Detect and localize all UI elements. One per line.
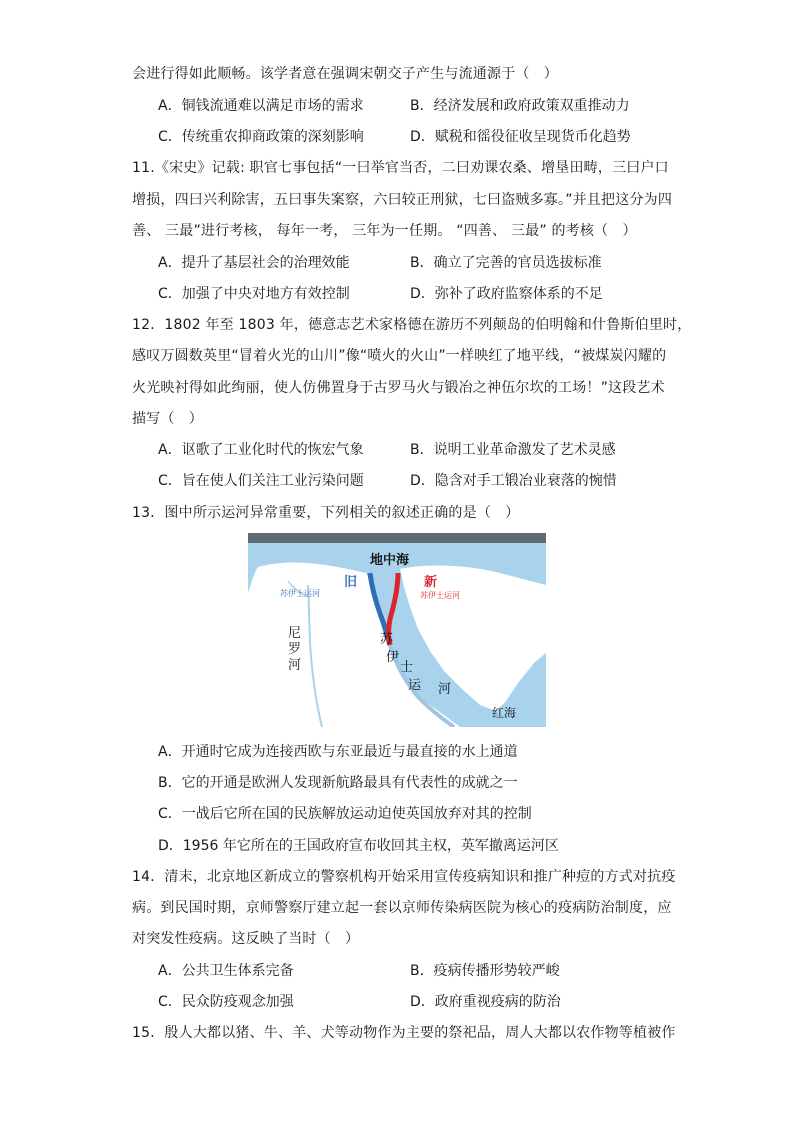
q12-option-c: C．旨在使人们关注工业污染问题 [158, 473, 364, 489]
label-nile-2: 罗 [288, 642, 302, 657]
q11-stem-line: 11.《宋史》记载: 职官七事包括“一曰举官当否，二曰劝课农桑、增垦田畴，三曰户口 [132, 160, 669, 176]
q12-option-d: D．隐含对手工锻冶业衰落的惋惜 [410, 473, 617, 489]
q11-option-d: D．弥补了政府监察体系的不足 [410, 286, 603, 302]
q14-option-d: D．政府重视疫病的防治 [410, 994, 561, 1010]
label-old-canal: 苏伊士运河 [280, 589, 320, 598]
q10-option-a: A．铜钱流通难以满足市场的需求 [158, 98, 364, 114]
q10-option-d: D．赋税和徭役征收呈现货币化趋势 [410, 129, 631, 145]
q12-stem-line: 描写（ ） [132, 411, 203, 427]
q14-option-b: B．疫病传播形势较严峻 [410, 963, 560, 979]
q11-option-c: C．加强了中央对地方有效控制 [158, 286, 350, 302]
label-canal-1: 苏 [380, 632, 394, 647]
q14-option-a: A．公共卫生体系完备 [158, 963, 294, 979]
label-new: 新 [424, 575, 438, 590]
q11-stem-line: 增损，四曰兴利除害，五曰事失案察，六曰较正刑狱，七曰盗贼多寡。”并且把这分为四 [132, 192, 673, 208]
q12-option-a: A．讴歌了工业化时代的恢宏气象 [158, 442, 364, 458]
label-canal-2: 伊 [386, 650, 400, 665]
label-new-canal: 苏伊士运河 [420, 591, 460, 600]
q12-stem-line: 12．1802 年至 1803 年，德意志艺术家格德在游历不列颠岛的伯明翰和什鲁斯伯里时， [132, 317, 692, 333]
map-top-frame [248, 533, 546, 543]
q10-option-c: C．传统重农抑商政策的深刻影响 [158, 129, 364, 145]
q13-option-d: D．1956 年它所在的王国政府宣布收回其主权，英军撤离运河区 [158, 838, 559, 854]
label-nile-1: 尼 [288, 626, 302, 641]
q11-option-b: B．确立了完善的官员选拔标准 [410, 255, 602, 271]
label-nile-3: 河 [288, 658, 302, 673]
suez-canal-map [248, 533, 546, 727]
q12-stem-line: 火光映衬得如此绚丽，使人仿佛置身于古罗马火与锻冶之神伍尔坎的工场！”这段艺术 [132, 380, 665, 396]
q11-stem-line: 善、 三最”进行考核， 每年一考， 三年为一任期。 “四善、 三最” 的考核（ ） [132, 223, 637, 239]
q13-option-b: B．它的开通是欧洲人发现新航路最具有代表性的成就之一 [158, 775, 518, 791]
label-old: 旧 [344, 575, 358, 590]
q11-option-a: A．提升了基层社会的治理效能 [158, 255, 350, 271]
question-10-stem-end: 会进行得如此顺畅。该学者意在强调宋朝交子产生与流通源于（ ） [132, 66, 558, 82]
q14-stem-line: 病。到民国时期，京师警察厅建立起一套以京师传染病医院为核心的疫病防治制度，应 [132, 900, 672, 916]
q13-option-c: C．一战后它所在国的民族解放运动迫使英国放弃对其的控制 [158, 806, 532, 822]
q14-stem-line: 对突发性疫病。这反映了当时（ ） [132, 931, 360, 947]
label-mediterranean: 地中海 [370, 553, 410, 568]
q10-option-b: B．经济发展和政府政策双重推动力 [410, 98, 630, 114]
q13-option-a: A．开通时它成为连接西欧与东亚最近与最直接的水上通道 [158, 744, 518, 760]
label-canal-4: 运 [408, 678, 422, 693]
q15-stem-line: 15．殷人大都以猪、牛、羊、犬等动物作为主要的祭祀品，周人大都以农作物等植被作 [132, 1025, 676, 1041]
label-canal-3: 士 [400, 660, 414, 675]
q13-stem: 13．图中所示运河异常重要，下列相关的叙述正确的是（ ） [132, 505, 520, 521]
q12-option-b: B．说明工业革命激发了艺术灵感 [410, 442, 616, 458]
q14-option-c: C．民众防疫观念加强 [158, 994, 294, 1010]
q14-stem-line: 14．清末，北京地区新成立的警察机构开始采用宣传疫病知识和推广种痘的方式对抗疫 [132, 869, 676, 885]
label-canal-5: 河 [438, 682, 452, 697]
label-red-sea: 红海 [492, 706, 517, 720]
q12-stem-line: 感叹万圆数英里“冒着火光的山川”像“喷火的火山”一样映红了地平线，“被煤炭闪耀的 [132, 348, 667, 364]
